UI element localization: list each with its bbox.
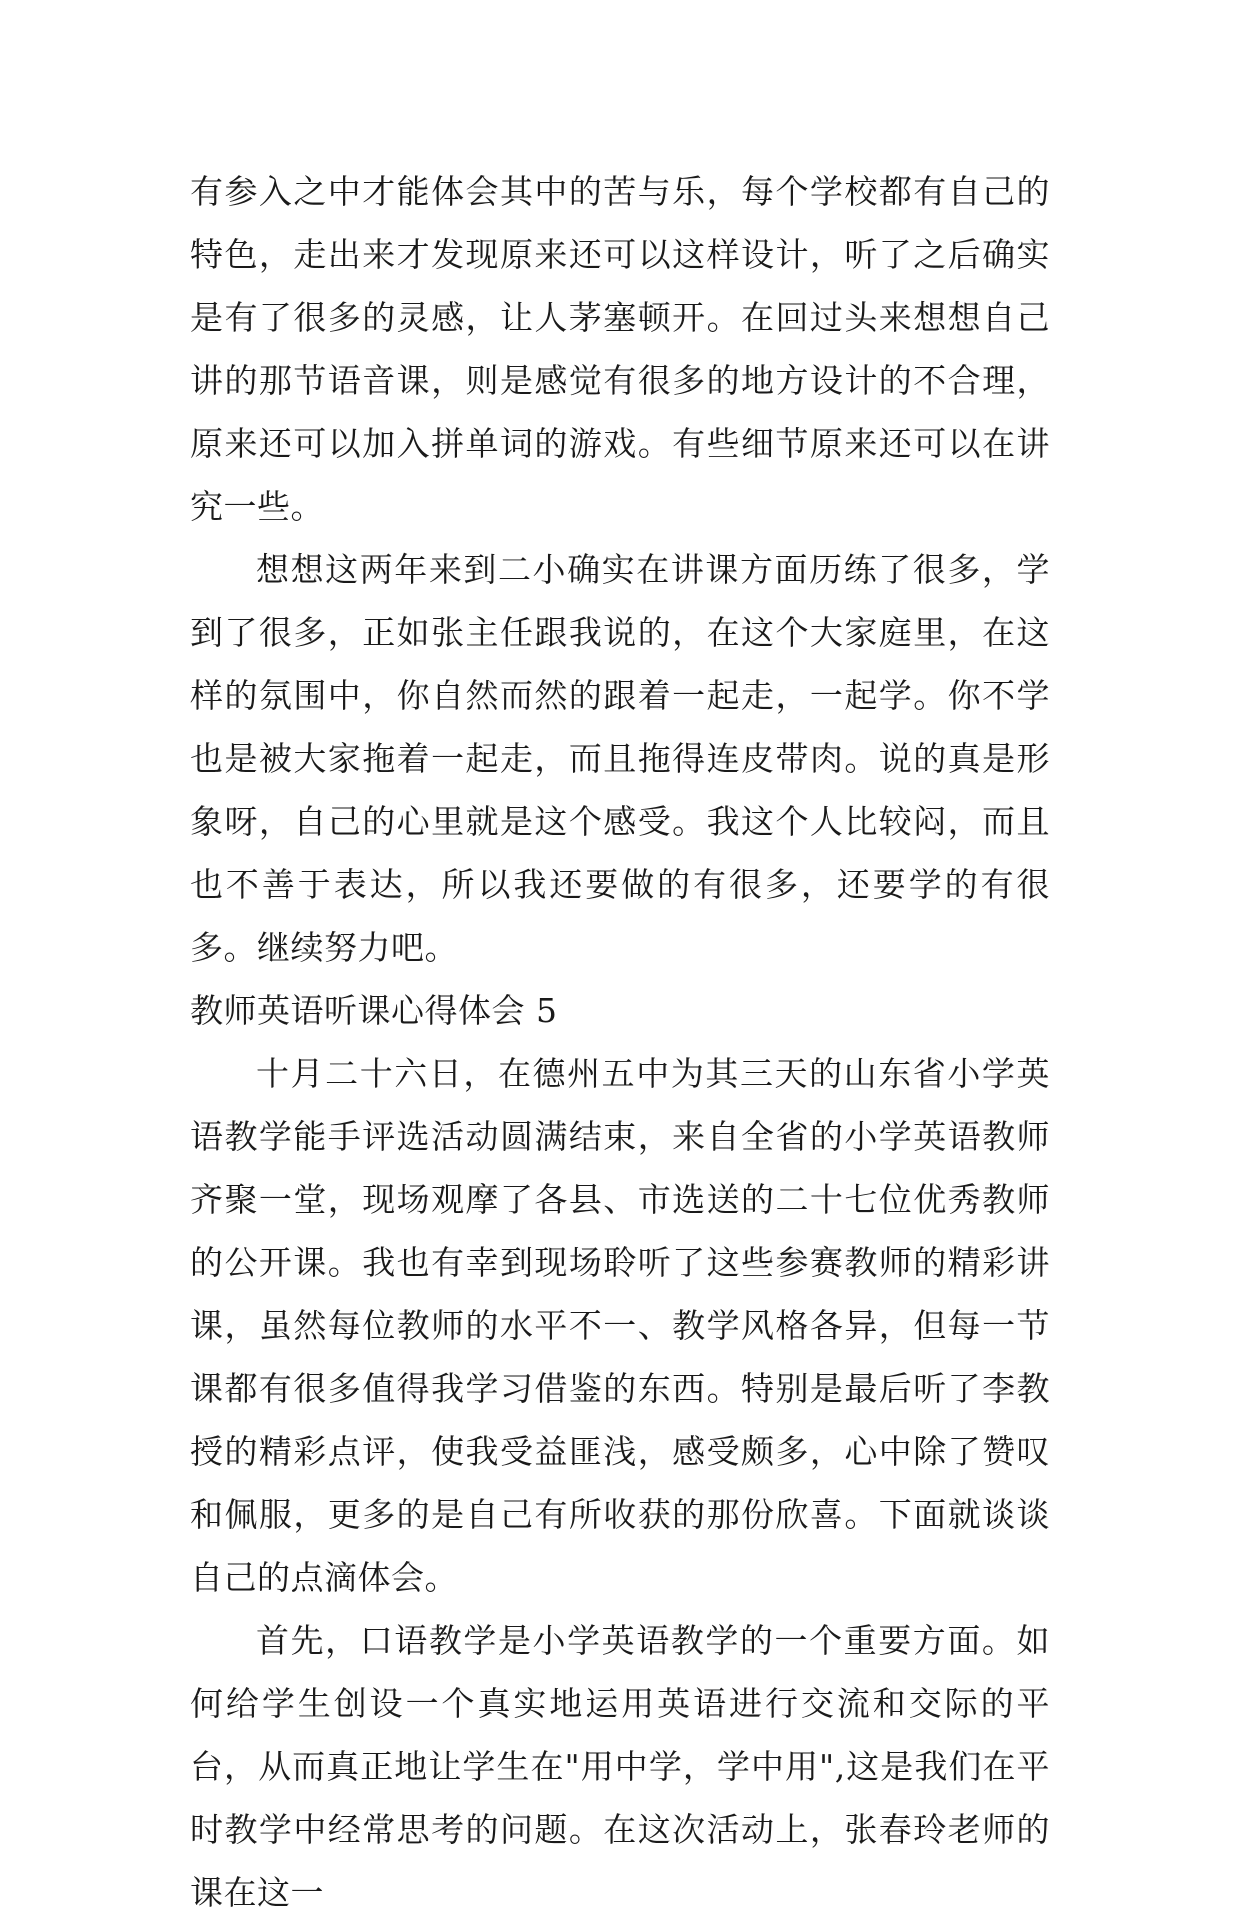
- paragraph: 十月二十六日，在德州五中为其三天的山东省小学英语教学能手评选活动圆满结束，来自全省的小学英语教师齐聚一堂，现场观摩了各县、市选送的二十七位优秀教师的公开课。我也有幸到现场聆听了这些参赛教师的精彩讲课，虽然每位教师的水平不一、教学风格各异，但每一节课都有很多值得我学习借鉴的东西。特别是最后听了李教授的精彩点评，使我受益匪浅，感受颇多，心中除了赞叹和佩服，更多的是自己有所收获的那份欣喜。下面就谈谈自己的点滴体会。: [190, 1054, 1050, 1597]
- document-body: [190, 160, 1050, 1924]
- section-title: 教师英语听课心得体会 5: [190, 991, 558, 1030]
- paragraph: 想想这两年来到二小确实在讲课方面历练了很多，学到了很多，正如张主任跟我说的，在这个大家庭里，在这样的氛围中，你自然而然的跟着一起走，一起学。你不学也是被大家拖着一起走，而且拖得连皮带肉。说的真是形象呀，自己的心里就是这个感受。我这个人比较闷，而且也不善于表达，所以我还要做的有很多，还要学的有很多。继续努力吧。: [190, 550, 1050, 967]
- paragraph: 首先，口语教学是小学英语教学的一个重要方面。如何给学生创设一个真实地运用英语进行交流和交际的平台，从而真正地让学生在"用中学，学中用",这是我们在平时教学中经常思考的问题。在这次活动上，张春玲老师的课在这一: [190, 1621, 1050, 1912]
- paragraph-continued: 有参入之中才能体会其中的苦与乐，每个学校都有自己的特色，走出来才发现原来还可以这样设计，听了之后确实是有了很多的灵感，让人茅塞顿开。在回过头来想想自己讲的那节语音课，则是感觉有很多的地方设计的不合理，原来还可以加入拼单词的游戏。有些细节原来还可以在讲究一些。: [190, 172, 1050, 526]
